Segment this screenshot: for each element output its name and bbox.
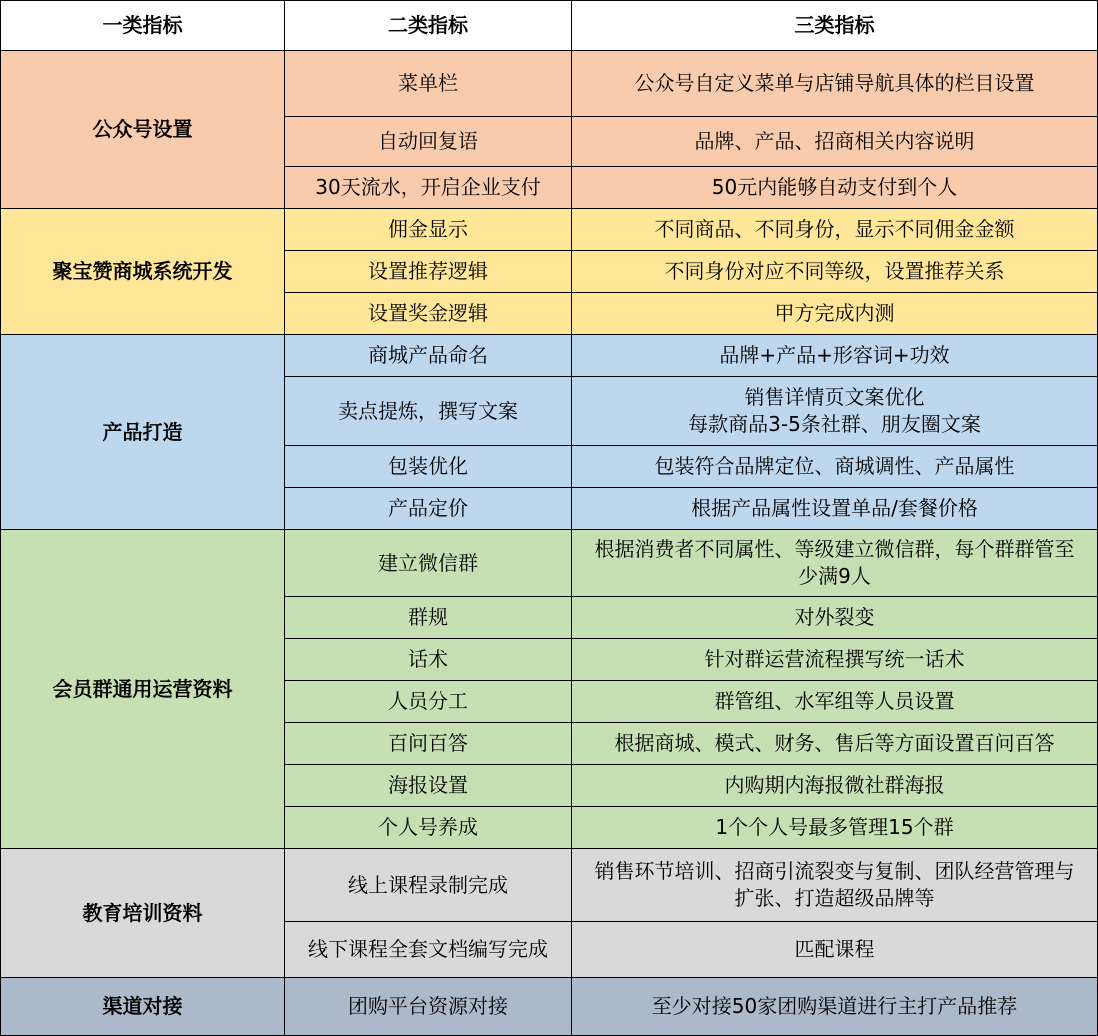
header-row bbox=[1, 1, 1098, 51]
subcategory-cell: 自动回复语 bbox=[285, 117, 572, 167]
subcategory-cell: 设置奖金逻辑 bbox=[285, 293, 572, 335]
subcategory-cell: 建立微信群 bbox=[285, 530, 572, 597]
subcategory-cell: 个人号养成 bbox=[285, 807, 572, 849]
table-row bbox=[1, 51, 1098, 117]
detail-line: 品牌、产品、招商相关内容说明 bbox=[694, 129, 975, 153]
detail-cell bbox=[572, 209, 1098, 251]
detail-line: 匹配课程 bbox=[794, 937, 875, 961]
subcategory-cell: 百问百答 bbox=[285, 723, 572, 765]
detail-line: 至少对接50家团购渠道进行主打产品推荐 bbox=[651, 994, 1018, 1018]
detail-cell bbox=[572, 293, 1098, 335]
detail-cell bbox=[572, 849, 1098, 922]
table-row bbox=[1, 530, 1098, 597]
category-cell: 渠道对接 bbox=[1, 978, 285, 1036]
category-cell: 聚宝赞商城系统开发 bbox=[1, 209, 285, 335]
detail-cell bbox=[572, 681, 1098, 723]
detail-cell bbox=[572, 117, 1098, 167]
subcategory-cell: 团购平台资源对接 bbox=[285, 978, 572, 1036]
detail-line: 根据消费者不同属性、等级建立微信群，每个群群管至 bbox=[594, 537, 1075, 561]
detail-line: 针对群运营流程撰写统一话术 bbox=[704, 647, 965, 671]
subcategory-cell: 线上课程录制完成 bbox=[285, 849, 572, 922]
detail-line: 品牌+产品+形容词+功效 bbox=[719, 343, 950, 367]
detail-cell bbox=[572, 765, 1098, 807]
detail-line: 每款商品3-5条社群、朋友圈文案 bbox=[688, 412, 981, 436]
category-cell: 公众号设置 bbox=[1, 51, 285, 209]
table-row bbox=[1, 978, 1098, 1036]
subcategory-cell: 海报设置 bbox=[285, 765, 572, 807]
detail-cell bbox=[572, 335, 1098, 377]
table-body bbox=[1, 51, 1098, 1036]
detail-cell bbox=[572, 446, 1098, 488]
detail-cell bbox=[572, 251, 1098, 293]
subcategory-cell: 线下课程全套文档编写完成 bbox=[285, 922, 572, 978]
detail-line: 不同商品、不同身份，显示不同佣金金额 bbox=[654, 217, 1015, 241]
detail-cell bbox=[572, 377, 1098, 446]
detail-cell bbox=[572, 978, 1098, 1036]
detail-line: 对外裂变 bbox=[794, 605, 875, 629]
detail-line: 内购期内海报微社群海报 bbox=[724, 773, 945, 797]
subcategory-cell: 商城产品命名 bbox=[285, 335, 572, 377]
detail-cell bbox=[572, 488, 1098, 530]
detail-cell bbox=[572, 597, 1098, 639]
detail-cell bbox=[572, 723, 1098, 765]
subcategory-cell: 菜单栏 bbox=[285, 51, 572, 117]
table-row bbox=[1, 209, 1098, 251]
detail-line: 公众号自定义菜单与店铺导航具体的栏目设置 bbox=[634, 71, 1035, 95]
subcategory-cell: 佣金显示 bbox=[285, 209, 572, 251]
detail-line: 包装符合品牌定位、商城调性、产品属性 bbox=[654, 454, 1015, 478]
detail-line: 50元内能够自动支付到个人 bbox=[711, 175, 958, 199]
detail-cell bbox=[572, 807, 1098, 849]
detail-line: 群管组、水军组等人员设置 bbox=[714, 689, 955, 713]
detail-cell bbox=[572, 639, 1098, 681]
detail-line: 少满9人 bbox=[798, 564, 871, 588]
detail-cell bbox=[572, 51, 1098, 117]
subcategory-cell: 话术 bbox=[285, 639, 572, 681]
table-row bbox=[1, 849, 1098, 922]
detail-line: 根据商城、模式、财务、售后等方面设置百问百答 bbox=[614, 731, 1055, 755]
category-cell: 会员群通用运营资料 bbox=[1, 530, 285, 849]
detail-line: 甲方完成内测 bbox=[774, 301, 895, 325]
category-cell: 教育培训资料 bbox=[1, 849, 285, 978]
subcategory-cell: 30天流水，开启企业支付 bbox=[285, 167, 572, 209]
subcategory-cell: 设置推荐逻辑 bbox=[285, 251, 572, 293]
subcategory-cell: 产品定价 bbox=[285, 488, 572, 530]
header-col3: 三类指标 bbox=[572, 1, 1098, 51]
subcategory-cell: 包装优化 bbox=[285, 446, 572, 488]
detail-cell bbox=[572, 530, 1098, 597]
subcategory-cell: 群规 bbox=[285, 597, 572, 639]
detail-line: 扩张、打造超级品牌等 bbox=[734, 886, 935, 910]
subcategory-cell: 人员分工 bbox=[285, 681, 572, 723]
subcategory-cell: 卖点提炼，撰写文案 bbox=[285, 377, 572, 446]
detail-line: 销售环节培训、招商引流裂变与复制、团队经营管理与 bbox=[594, 859, 1075, 883]
detail-line: 销售详情页文案优化 bbox=[744, 385, 925, 409]
detail-line: 根据产品属性设置单品/套餐价格 bbox=[691, 496, 978, 520]
header-col2: 二类指标 bbox=[285, 1, 572, 51]
detail-cell bbox=[572, 922, 1098, 978]
header-col1: 一类指标 bbox=[1, 1, 285, 51]
category-cell: 产品打造 bbox=[1, 335, 285, 530]
table-row bbox=[1, 335, 1098, 377]
detail-line: 1个个人号最多管理15个群 bbox=[715, 815, 954, 839]
detail-line: 不同身份对应不同等级，设置推荐关系 bbox=[664, 259, 1005, 283]
detail-cell bbox=[572, 167, 1098, 209]
